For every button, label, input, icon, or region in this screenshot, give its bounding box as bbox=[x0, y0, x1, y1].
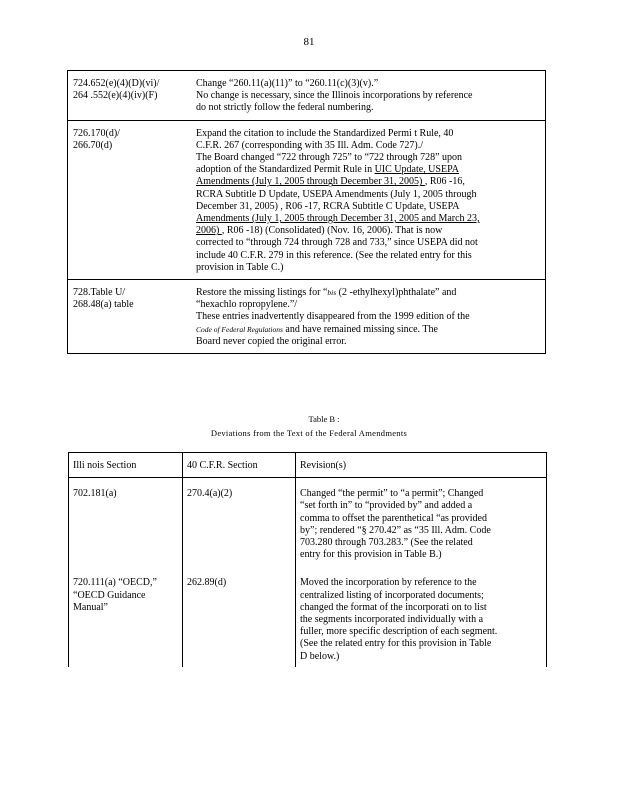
text-segment: The Board changed “722 through 725” to “722 through 728” upon bbox=[196, 152, 463, 164]
revision-line: (See the related entry for this provision in Table bbox=[300, 638, 492, 650]
table-row bbox=[69, 565, 547, 666]
revision-line bbox=[196, 237, 541, 249]
revision-line bbox=[196, 140, 541, 152]
column-header-cfr-section: 40 C.F.R. Section bbox=[183, 453, 296, 478]
page-number: 81 bbox=[303, 36, 315, 48]
revision-cell bbox=[296, 565, 547, 666]
text-segment: 2006) bbox=[196, 225, 222, 237]
section-cell bbox=[68, 71, 193, 121]
revision-line: 703.280 through 703.283.” (See the related bbox=[300, 537, 473, 549]
revision-cell bbox=[296, 478, 547, 566]
revision-line bbox=[196, 225, 541, 237]
text-segment: Board never copied the original error. bbox=[196, 335, 347, 347]
section-line: 726.170(d)/ bbox=[73, 127, 120, 139]
revision-cell bbox=[192, 280, 546, 354]
revision-line: centralized listing of incorporated documents; bbox=[300, 589, 484, 601]
section-line: 264 .552(e)(4)(iv)(F) bbox=[73, 90, 158, 102]
section-line: 728.Table U/ bbox=[73, 287, 126, 299]
revision-cell bbox=[192, 71, 546, 121]
revision-line bbox=[196, 102, 541, 114]
text-segment: corrected to “through 724 through 728 and 733,” since USEPA did not bbox=[196, 237, 478, 249]
table-row bbox=[69, 478, 547, 566]
cfr-section-cell: 262.89(d) bbox=[183, 565, 296, 666]
revision-line bbox=[196, 78, 541, 90]
table-a bbox=[67, 70, 546, 354]
table-row bbox=[68, 71, 546, 121]
table-b-subtitle: Deviations from the Text of the Federal Amendments bbox=[210, 428, 408, 438]
text-segment: (2 -ethylhexyl)phthalate” and bbox=[336, 287, 457, 299]
text-segment: do not strictly follow the federal numbering. bbox=[196, 102, 374, 114]
section-line: “OECD Guidance bbox=[73, 589, 146, 601]
section-cell bbox=[68, 120, 193, 279]
illinois-section-cell bbox=[69, 478, 183, 566]
table-row bbox=[68, 280, 546, 354]
revision-line bbox=[196, 152, 541, 164]
revision-line bbox=[196, 262, 541, 274]
revision-line bbox=[196, 336, 541, 348]
revision-line bbox=[196, 201, 541, 213]
revision-line: Changed “the permit” to “a permit”; Changed bbox=[300, 488, 484, 500]
cfr-section-cell: 270.4(a)(2) bbox=[183, 478, 296, 566]
section-line: 702.181(a) bbox=[73, 488, 117, 500]
revision-line bbox=[196, 287, 541, 299]
revision-line: changed the format of the incorporati on to list bbox=[300, 601, 487, 613]
table-b bbox=[68, 452, 547, 667]
section-line: Manual” bbox=[73, 601, 108, 613]
text-segment: No change is necessary, since the Illinois incorporations by reference bbox=[196, 90, 473, 102]
text-segment: RCRA Subtitle D Update, USEPA Amendments (July 1, 2005 through bbox=[196, 188, 477, 200]
column-header-illinois-section: Illi nois Section bbox=[69, 453, 183, 478]
table-header-row bbox=[69, 453, 547, 478]
table-row bbox=[68, 120, 546, 279]
text-segment: Restore the missing listings for “ bbox=[196, 287, 328, 299]
column-header-revisions: Revision(s) bbox=[296, 453, 547, 478]
illinois-section-cell bbox=[69, 565, 183, 666]
revision-line: Moved the incorporation by reference to the bbox=[300, 577, 477, 589]
revision-line: entry for this provision in Table B.) bbox=[300, 549, 442, 561]
revision-line: by”; rendered “§ 270.42” as “35 Ill. Adm. Code bbox=[300, 524, 491, 536]
section-line: 720.111(a) “OECD,” bbox=[73, 577, 157, 589]
revision-line: the segments incorporated individually with a bbox=[300, 614, 484, 626]
revision-line bbox=[196, 324, 541, 336]
revision-line bbox=[196, 90, 541, 102]
revision-line bbox=[196, 311, 541, 323]
text-segment: and have remained missing since. The bbox=[282, 323, 438, 335]
text-segment: Amendments (July 1, 2005 through December 31, 2005) bbox=[196, 176, 425, 188]
table-b-caption bbox=[0, 412, 618, 440]
text-segment: bis bbox=[327, 288, 337, 298]
revision-cell bbox=[192, 120, 546, 279]
text-segment: provision in Table C.) bbox=[196, 261, 284, 273]
revision-line: fuller, more specific description of each segment. bbox=[300, 626, 498, 638]
section-line: 268.48(a) table bbox=[73, 299, 134, 311]
text-segment: Code of Federal Regulations bbox=[196, 324, 283, 334]
section-line: 266.70(d) bbox=[73, 139, 113, 151]
table-b-title: Table B : bbox=[308, 414, 340, 424]
revision-line: comma to offset the parenthetical “as provided bbox=[300, 512, 487, 524]
text-segment: These entries inadvertently disappeared from the 1999 edition of the bbox=[196, 311, 470, 323]
text-segment: , R06 -17, RCRA Subtitle C Update, USEPA bbox=[280, 200, 460, 212]
text-segment: Change “260.11(a)(11)” to “260.11(c)(3)(v).” bbox=[196, 78, 379, 89]
revision-line bbox=[196, 164, 541, 176]
section-line: 724.652(e)(4)(D)(vi)/ bbox=[73, 78, 160, 89]
text-segment: , R06 -18) (Consolidated) (Nov. 16, 2006). That is now bbox=[221, 225, 443, 237]
revision-line bbox=[196, 189, 541, 201]
text-segment: C.F.R. 267 (corresponding with 35 Ill. Adm. Code 727)./ bbox=[196, 139, 423, 151]
revision-line bbox=[196, 176, 541, 188]
revision-line bbox=[196, 250, 541, 262]
section-cell bbox=[68, 280, 193, 354]
revision-line bbox=[196, 128, 541, 140]
text-segment: include 40 C.F.R. 279 in this reference. (See the related entry for this bbox=[196, 249, 472, 261]
revision-line bbox=[196, 299, 541, 311]
text-segment: Expand the citation to include the Standardized Permi t Rule, 40 bbox=[196, 127, 454, 139]
text-segment: adoption of the Standardized Permit Rule in bbox=[196, 164, 375, 176]
revision-line bbox=[196, 213, 541, 225]
text-segment: December 31, 2005) bbox=[196, 200, 281, 212]
revision-line: D below.) bbox=[300, 650, 340, 662]
text-segment: , R06 -16, bbox=[424, 176, 465, 188]
text-segment: Amendments (July 1, 2005 through December 31, 2005 and March 23, bbox=[196, 213, 480, 225]
revision-line: “set forth in” to “provided by” and added a bbox=[300, 500, 473, 512]
text-segment: “hexachlo ropropylene.”/ bbox=[196, 299, 298, 311]
text-segment: UIC Update, USEPA bbox=[374, 164, 459, 176]
